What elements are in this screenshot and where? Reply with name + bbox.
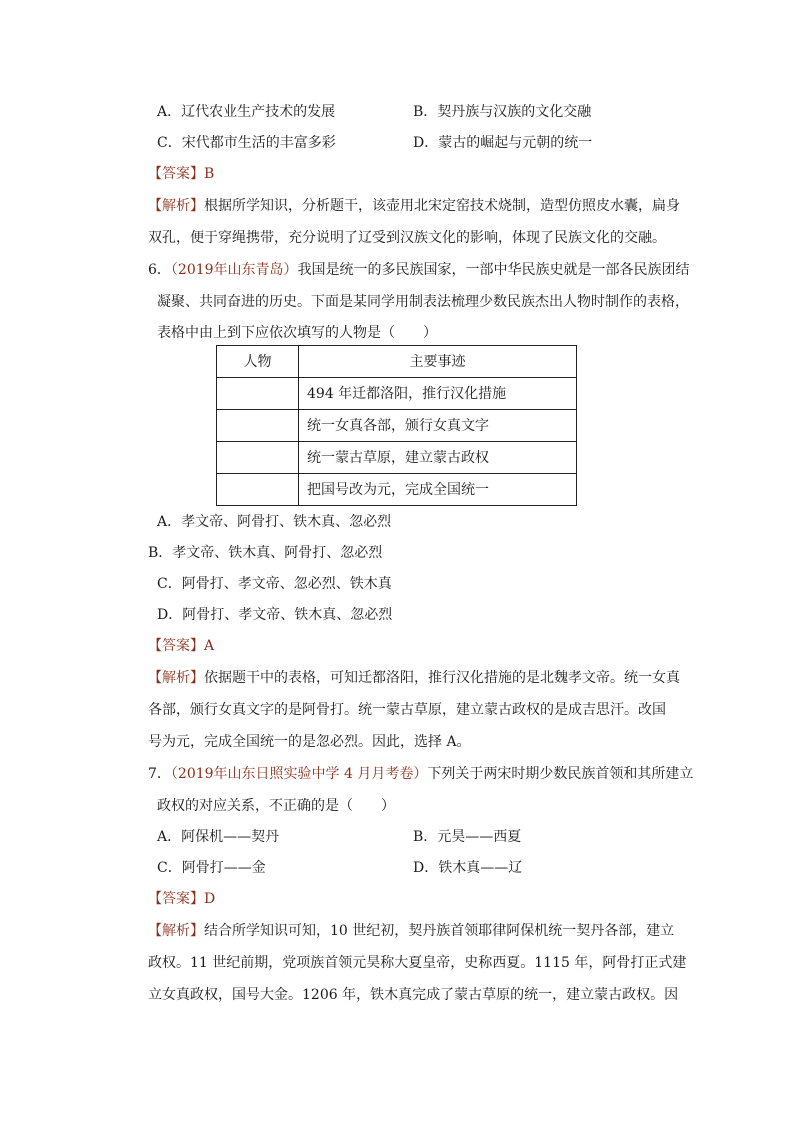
table-row <box>217 378 577 410</box>
table-cell-figure <box>217 378 299 410</box>
analysis-text: 结合所学知识可知，10 世纪初，契丹族首领耶律阿保机统一契丹各部，建立 <box>204 923 675 939</box>
q5-option-a: A．辽代农业生产技术的发展 <box>157 104 336 120</box>
analysis-tag: 【解析】 <box>148 923 204 939</box>
q6-stem-line-2: 凝聚、共同奋进的历史。下面是某同学用制表法梳理少数民族杰出人物时制作的表格， <box>157 294 689 310</box>
q5-analysis-line-1 <box>148 196 680 216</box>
table-cell-figure <box>217 442 299 474</box>
q6-option-a: A．孝文帝、阿骨打、铁木真、忽必烈 <box>157 514 392 530</box>
table-row <box>217 442 577 474</box>
table-header-deeds: 主要事迹 <box>299 346 577 378</box>
q6-analysis-line-1 <box>148 668 680 688</box>
question-number: 7． <box>148 766 171 782</box>
q7-analysis-line-1 <box>148 921 674 941</box>
q5-analysis-line-2: 双孔，便于穿绳携带，充分说明了辽受到汉族文化的影响，体现了民族文化的交融。 <box>148 230 666 246</box>
table-cell-deed: 494 年迁都洛阳，推行汉化措施 <box>299 378 577 410</box>
answer-tag: 【答案】 <box>148 166 204 182</box>
q7-answer <box>148 889 215 909</box>
q7-analysis-line-3: 立女真政权，国号大金。1206 年，铁木真完成了蒙古草原的统一，建立蒙古政权。因 <box>148 987 679 1003</box>
analysis-tag: 【解析】 <box>148 198 204 214</box>
answer-value: A <box>204 638 215 654</box>
stem-text: 我国是统一的多民族国家，一部中华民族史就是一部各民族团结 <box>297 262 690 278</box>
q6-analysis-line-3: 号为元，完成全国统一的是忽必烈。因此，选择 A。 <box>148 734 471 750</box>
analysis-text: 依据题干中的表格，可知迁都洛阳，推行汉化措施的是北魏孝文帝。统一女真 <box>204 670 680 686</box>
q7-option-b: B．元昊——西夏 <box>413 829 522 845</box>
q5-answer <box>148 164 214 184</box>
q7-stem-line-2: 政权的对应关系，不正确的是（ ） <box>157 798 395 814</box>
table-header-figure: 人物 <box>217 346 299 378</box>
q6-stem-line-1 <box>148 260 690 280</box>
answer-tag: 【答案】 <box>148 638 204 654</box>
q5-option-c: C．宋代都市生活的丰富多彩 <box>157 135 336 151</box>
table-header-row <box>217 346 577 378</box>
q6-stem-line-3: 表格中由上到下应依次填写的人物是（ ） <box>157 325 437 341</box>
analysis-text: 根据所学知识，分析题干，该壶用北宋定窑技术烧制，造型仿照皮水囊，扁身 <box>204 198 680 214</box>
q7-option-c: C．阿骨打——金 <box>157 860 266 876</box>
table-row <box>217 410 577 442</box>
q5-option-b: B．契丹族与汉族的文化交融 <box>413 104 592 120</box>
figures-table <box>216 345 577 506</box>
question-source: （2019年山东青岛） <box>170 262 298 278</box>
question-source: （2019年山东日照实验中学 4 月月考卷） <box>170 766 428 782</box>
q7-option-a: A．阿保机——契丹 <box>157 829 280 845</box>
q7-stem-line-1 <box>148 764 693 784</box>
q7-analysis-line-2: 政权。11 世纪前期，党项族首领元昊称大夏皇帝，史称西夏。1115 年，阿骨打正式建 <box>148 955 687 971</box>
table-cell-deed: 统一蒙古草原，建立蒙古政权 <box>299 442 577 474</box>
q7-option-d: D．铁木真——辽 <box>413 860 523 876</box>
table-cell-figure <box>217 474 299 506</box>
q5-option-d: D．蒙古的崛起与元朝的统一 <box>413 135 593 151</box>
answer-value: B <box>204 166 215 182</box>
q6-analysis-line-2: 各部，颁行女真文字的是阿骨打。统一蒙古草原，建立蒙古政权的是成吉思汗。改国 <box>148 702 666 718</box>
q6-option-d: D．阿骨打、孝文帝、铁木真、忽必烈 <box>157 607 393 623</box>
q6-option-b: B．孝文帝、铁木真、阿骨打、忽必烈 <box>148 545 383 561</box>
q6-option-c: C．阿骨打、孝文帝、忽必烈、铁木真 <box>157 576 392 592</box>
question-number: 6． <box>148 262 171 278</box>
stem-text: 下列关于两宋时期少数民族首领和其所建立 <box>427 766 694 782</box>
table-row <box>217 474 577 506</box>
table-cell-figure <box>217 410 299 442</box>
q6-answer <box>148 636 214 656</box>
table-cell-deed: 把国号改为元，完成全国统一 <box>299 474 577 506</box>
table-cell-deed: 统一女真各部，颁行女真文字 <box>299 410 577 442</box>
answer-tag: 【答案】 <box>148 891 204 907</box>
answer-value: D <box>204 891 216 907</box>
analysis-tag: 【解析】 <box>148 670 204 686</box>
